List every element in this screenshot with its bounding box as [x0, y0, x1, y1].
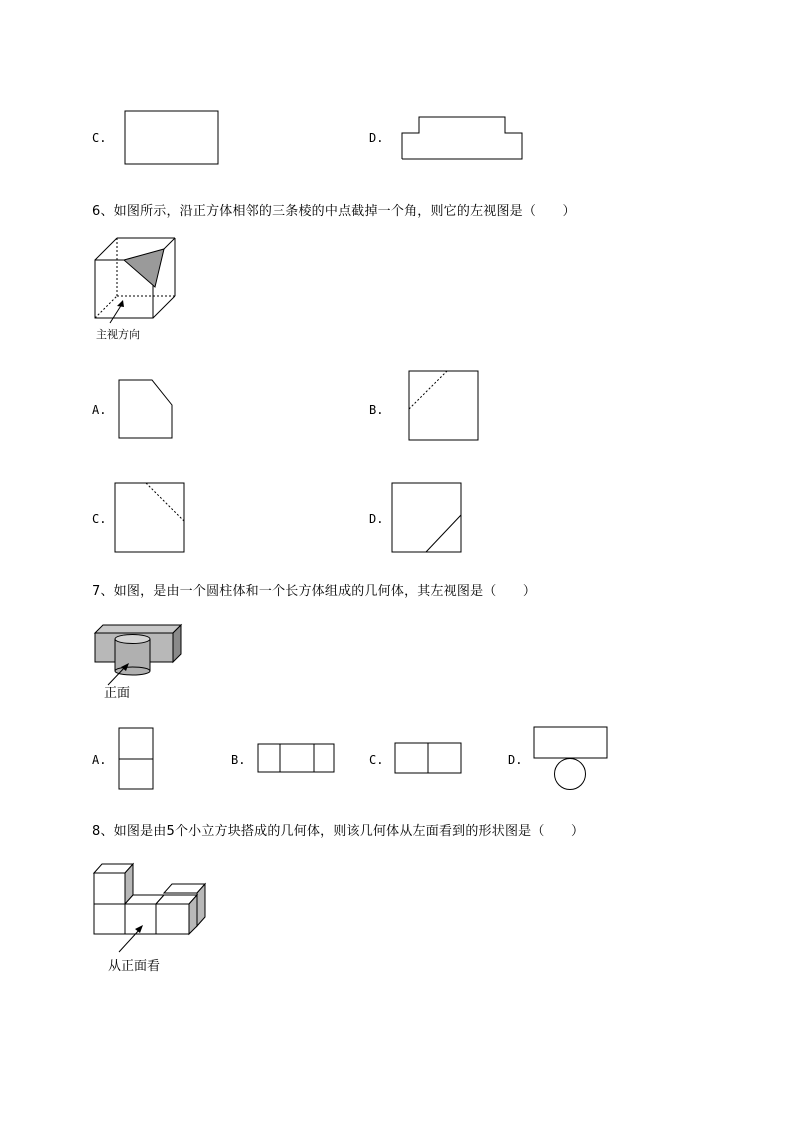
q8-stem: 8、如图是由5个小立方块搭成的几何体，则该几何体从左面看到的形状图是（ ） [92, 824, 585, 839]
q6-caption: 主视方向 [96, 328, 140, 341]
q6-option-a-label: A. [92, 403, 107, 417]
q8-caption: 从正面看 [108, 959, 161, 974]
q7-option-a-label: A. [92, 753, 107, 767]
q7-option-b-label: B. [231, 753, 246, 767]
q7-caption: 正面 [104, 686, 131, 701]
q7-option-d-label: D. [508, 753, 523, 767]
q6-stem: 6、如图所示，沿正方体相邻的三条棱的中点截掉一个角，则它的左视图是（ ） [92, 204, 576, 219]
cut-corner-triangle [124, 249, 164, 287]
q6-option-d-label: D. [369, 512, 384, 526]
q6-option-b-label: B. [369, 403, 384, 417]
q6-option-c-label: C. [92, 512, 107, 526]
q7-stem: 7、如图，是由一个圆柱体和一个长方体组成的几何体，其左视图是（ ） [92, 584, 537, 599]
q8-cubes-figure [0, 0, 1, 1]
q7-option-c-label: C. [369, 753, 384, 767]
q5-option-d-label: D. [369, 131, 384, 145]
q5-option-c-label: C. [92, 131, 107, 145]
